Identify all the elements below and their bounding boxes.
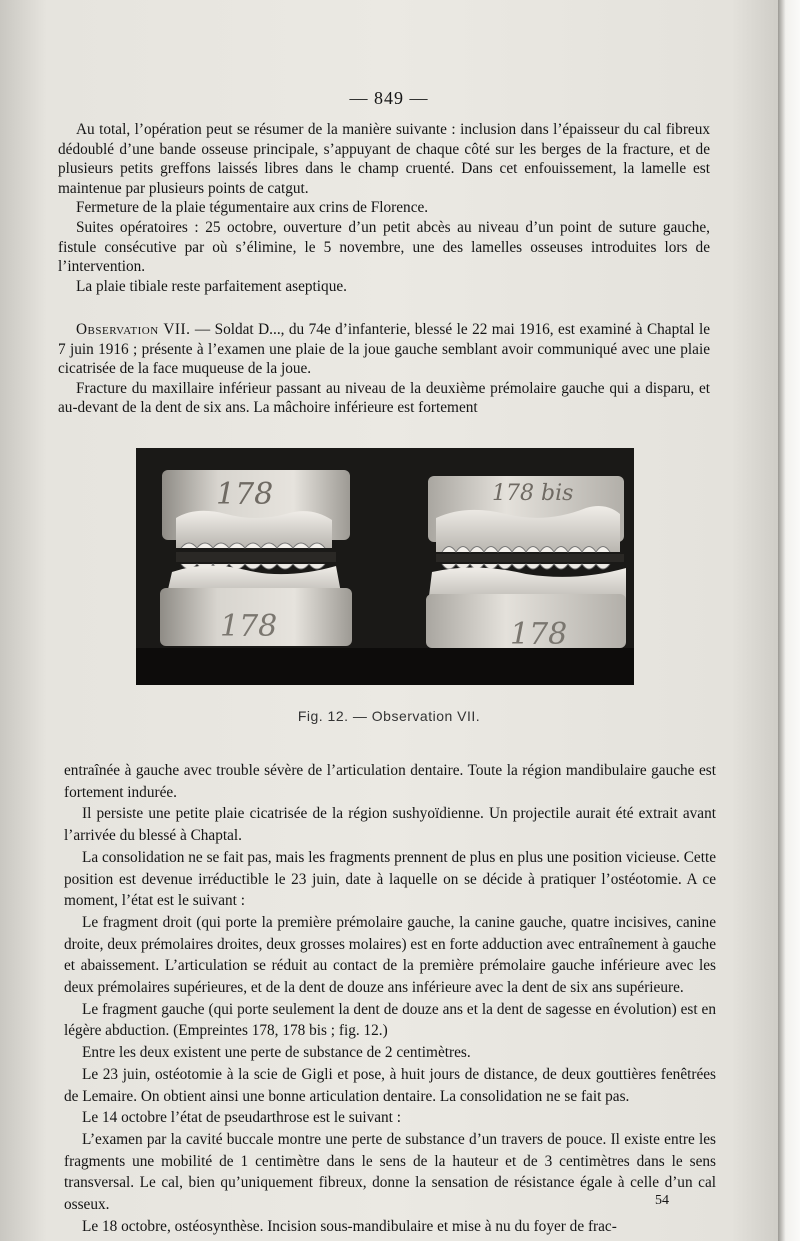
cast-label: 178 (510, 617, 568, 652)
paragraph: Le fragment gauche (qui porte seulement la dent de douze ans et la dent de sagesse en évolution) est en légère abduction. (Empreintes 178, 178 bis ; fig. 12.) (64, 1000, 716, 1040)
paragraph: Le 18 octobre, ostéosynthèse. Incision sous-mandibulaire et mise à nu du foyer de frac- (82, 1217, 617, 1235)
signature-mark: 54 (655, 1193, 669, 1208)
paragraph: Au total, l’opération peut se résumer de la manière suivante : inclusion dans l’épaisseur du cal fibreux dédoublé d’une bande osseuse principale, s’appuyant de chaque côté sur les berges de la fracture, et de plusieurs petits greffons laissés libres dans le champ cruenté. Dans cet enfouissement, la lamelle est maintenue par plusieurs points de catgut. (58, 121, 710, 197)
paragraph: Le fragment droit (qui porte la première prémolaire gauche, la canine gauche, quatre incisives, canine droite, deux prémolaires droites, deux grosses molaires) est en forte adduction avec entraînement à gauche et abaissement. L’articulation se réduit au contact de la première prémolaire gauche inférieure avec les deux prémolaires supérieures, et de la dent de douze ans inférieure avec la dent de six ans supérieure. (64, 913, 716, 997)
observation-text: — Soldat D..., du 74e d’infanterie, blessé le 22 mai 1916, est examiné à Chaptal le 7 juin 1916 ; présente à l’examen une plaie de la joue gauche semblant avoir communiqué avec une plaie cicatrisée de la face muqueuse de la joue. (58, 321, 710, 378)
paragraph: entraînée à gauche avec trouble sévère de l’articulation dentaire. Toute la région mandibulaire gauche est fortement indurée. (64, 762, 716, 801)
cast-label: 178 (216, 477, 274, 512)
paragraph: L’examen par la cavité buccale montre une perte de substance d’un travers de pouce. Il existe entre les fragments une mobilité de 1 centimètre dans le sens de la hauteur et de 3 centimètres dans le sens transversal. Le cal, bien qu’uniquement fibreux, donne la sensation de résistance égale à celle d’un cal osseux. (64, 1130, 716, 1214)
paragraph: Fracture du maxillaire inférieur passant au niveau de la deuxième prémolaire gauche qui a disparu, et au-devant de la dent de six ans. La mâchoire inférieure est fortement (58, 379, 710, 417)
text-block-bottom (64, 760, 716, 1237)
left-cast (160, 470, 352, 646)
observation-block (58, 320, 710, 418)
page-number: — 849 — (349, 88, 429, 108)
paragraph: La plaie tibiale reste parfaitement aseptique. (76, 277, 347, 295)
cast-label: 178 bis (492, 481, 574, 506)
right-cast (426, 476, 626, 652)
paragraph: Suites opératoires : 25 octobre, ouverture d’un petit abcès au niveau d’un point de suture gauche, fistule consécutive par où s’élimine, le 5 novembre, une des lamelles osseuses introduites lors de l’intervention. (58, 218, 710, 276)
paragraph: Fermeture de la plaie tégumentaire aux crins de Florence. (76, 199, 429, 217)
paragraph: Il persiste une petite plaie cicatrisée de la région sushyoïdienne. Un projectile aurait été extrait avant l’arrivée du blessé à Chaptal. (64, 805, 716, 845)
text-block-top (58, 120, 710, 296)
dental-casts-illustration (136, 448, 634, 685)
paragraph: Le 14 octobre l’état de pseudarthrose est le suivant : (82, 1109, 402, 1127)
cast-label: 178 (220, 609, 278, 644)
figure-photo (136, 448, 634, 685)
paragraph: Le 23 juin, ostéotomie à la scie de Gigli et pose, à huit jours de distance, de deux gouttières fenêtrées de Lemaire. On obtient ainsi une bonne articulation dentaire. La consolidation ne se fait pas. (64, 1065, 716, 1105)
page-edge (778, 0, 800, 1241)
paragraph: La consolidation ne se fait pas, mais les fragments prennent de plus en plus une position vicieuse. Cette position est devenue irréductible le 23 juin, date à laquelle on se décide à pratiquer l’ostéotomie. A ce moment, l’état est le suivant : (64, 848, 716, 910)
observation-paragraph (58, 320, 710, 379)
paragraph: Entre les deux existent une perte de substance de 2 centimètres. (82, 1044, 471, 1062)
observation-label: Observation VII. (76, 321, 191, 338)
figure-caption: Fig. 12. — Observation VII. (297, 708, 481, 724)
